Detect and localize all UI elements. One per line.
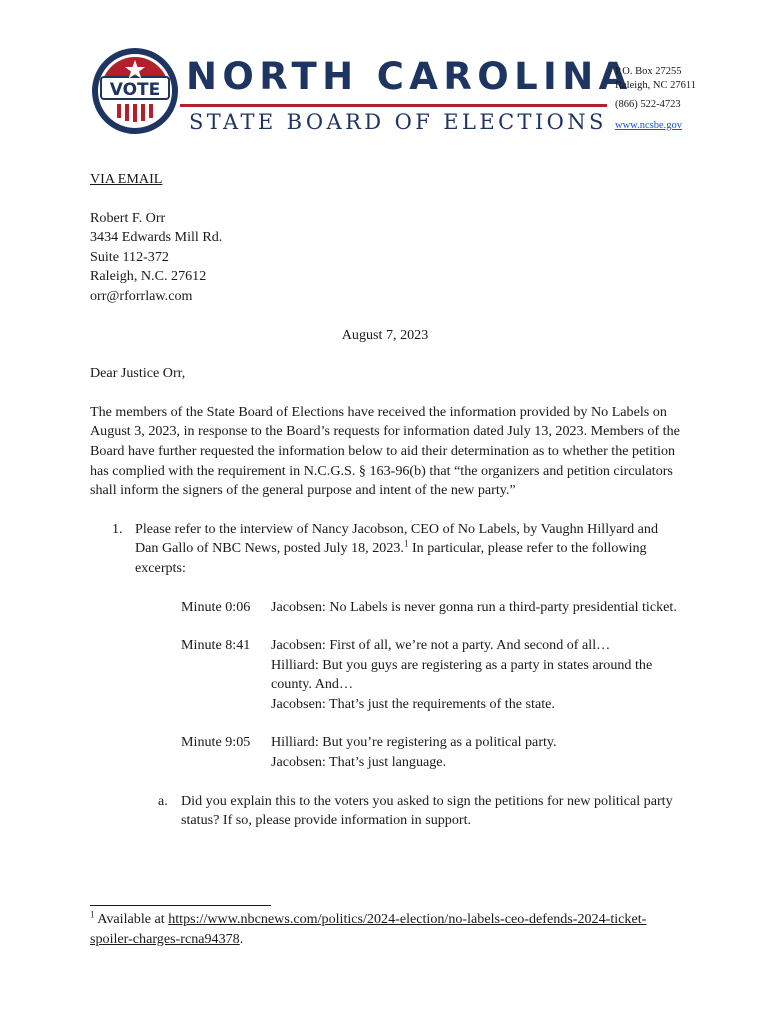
contact-website-link[interactable]: www.ncsbe.gov [615, 120, 682, 131]
recipient-street: 3434 Edwards Mill Rd. [90, 229, 223, 246]
sub-item-a [90, 792, 680, 831]
seal-text: VOTE [109, 80, 161, 100]
org-subtitle: STATE BOARD OF ELECTIONS [189, 110, 607, 134]
vote-seal-logo [90, 46, 180, 136]
excerpt-line: Hilliard: But you guys are registering as a party in states around the county. And… [271, 656, 653, 693]
excerpt-list [90, 598, 680, 773]
footnote-mark: 1 [90, 909, 95, 920]
letter-date: August 7, 2023 [341, 326, 429, 343]
recipient-suite: Suite 112-372 [90, 248, 169, 265]
excerpt-time: Minute 0:06 [181, 598, 251, 615]
excerpt-row [181, 733, 680, 772]
item-text-before: Please refer to the interview of Nancy Jacobson, CEO of No Labels, by Vaughn Hillyard and Dan Gallo of NBC News, posted July 18, 2023. [135, 520, 659, 557]
org-divider [180, 104, 607, 107]
footnote-prefix: Available at [94, 911, 169, 927]
excerpt-row [181, 636, 680, 714]
excerpt-row [181, 598, 680, 618]
excerpt-line: Jacobsen: That’s just language. [271, 754, 447, 771]
footnote-divider [90, 905, 271, 906]
excerpt-time: Minute 8:41 [181, 637, 251, 654]
org-name: NORTH CAROLINA [186, 55, 633, 98]
recipient-address [90, 209, 680, 307]
intro-paragraph: The members of the State Board of Elections have received the information provided by No Labels on August 3, 2023, in response to the Board’s requests for information dated July 13, 2023. Members of the Board have further requested the information below to aid their determination as to whether the petition has complied with the requirement in N.C.G.S. § 163-96(b) that “the organizers and petition circulators shall inform the signers of the general purpose and intent of the new party.” [90, 403, 680, 499]
salutation: Dear Justice Orr, [90, 365, 186, 382]
letter-body [90, 170, 680, 831]
letterhead [90, 46, 710, 138]
contact-po-box: P.O. Box 27255 [615, 66, 682, 77]
item-text-after: In particular, please refer to the following excerpts: [135, 540, 647, 576]
recipient-email[interactable]: orr@rforrlaw.com [90, 287, 193, 304]
excerpt-line: Jacobsen: That’s just the requirements of the state. [271, 695, 555, 712]
contact-city: Raleigh, NC 27611 [615, 80, 696, 91]
excerpt-line: Jacobsen: No Labels is never gonna run a third-party presidential ticket. [271, 598, 677, 615]
contact-phone: (866) 522-4723 [615, 99, 681, 110]
list-item-1 [90, 520, 680, 579]
excerpt-line: Jacobsen: First of all, we’re not a party. And second of all… [271, 637, 611, 654]
sub-item-letter: a. [158, 792, 168, 809]
contact-block [615, 65, 696, 133]
recipient-city: Raleigh, N.C. 27612 [90, 268, 207, 285]
footnote-url-link[interactable]: https://www.nbcnews.com/politics/2024-election/no-labels-ceo-defends-2024-ticket-spoiler-charges-rcna94378 [90, 911, 647, 947]
excerpt-line: Hilliard: But you’re registering as a political party. [271, 734, 557, 751]
footnote [90, 910, 680, 949]
recipient-name: Robert F. Orr [90, 209, 166, 226]
excerpt-time: Minute 9:05 [181, 734, 251, 751]
list-number: 1. [112, 520, 123, 537]
sub-item-text: Did you explain this to the voters you asked to sign the petitions for new political party status? If so, please provide information in support. [181, 792, 673, 829]
delivery-method: VIA EMAIL [90, 171, 163, 187]
footnote-suffix: . [239, 930, 244, 947]
footnote-ref[interactable]: 1 [403, 538, 409, 549]
